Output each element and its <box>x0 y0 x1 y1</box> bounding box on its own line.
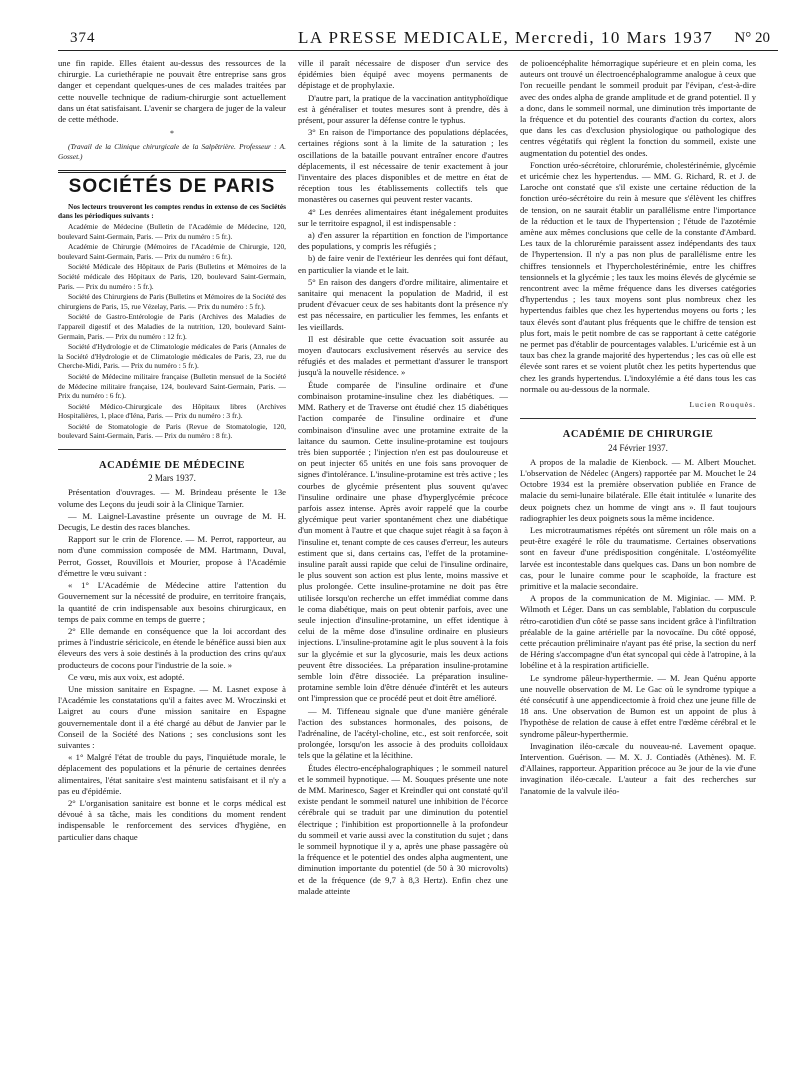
header-rule <box>58 50 778 51</box>
paragraph: Invagination iléo-cæcale du nouveau-né. Lavement opaque. Intervention. Guérison. — M. X. J. Contiadès (Athènes). M. F. d'Allaines, rapporteur. Apparition précoce au 3e jour de la vie d'une invagination iléo-cæcale. L'auteur a fait des recherches sur l'anatomie de la valvule iléo- <box>520 740 756 796</box>
paragraph: de polioencéphalite hémorragique supérieure et en plein coma, les auteurs ont trouvé un électroencéphalogramme analogue à ceux que l'on recueille pendant le sommeil produit par l'évipan, c'est-à-dire avec des ondes alpha de grande amplitude et de grand potentiel. Il y a donc, dans le sommeil normal, une diminution très importante de la fréquence et du potentiel des courants d'action du cortex, alors que dans les cas d'exclusion physiologique ou pathologique des centres végétatifs qui règlent la fonction du sommeil, existe une augmentation du potentiel des ondes. <box>520 58 756 158</box>
society-entry: Société Médico-Chirurgicale des Hôpitaux libres (Archives Hospitalières, 1, place d'Iéna, Paris. — Prix du numéro : 3 fr.). <box>58 401 286 421</box>
column-1 <box>58 58 286 1074</box>
paragraph: « 1° L'Académie de Médecine attire l'attention du Gouvernement sur la nécessité de produire, en territoire français, la quantité de crin indispensable aux besoins chirurgicaux, en temps de paix comme en temps de guerre ; <box>58 580 286 624</box>
paragraph: Les microtraumatismes répétés ont sûrement un rôle mais on a peut-être exagéré le rôle du traumatisme. Certaines observations sont en faveur d'une prédisposition congénitale. L'ostéomyélite larvée est incontestable dans quelques cas. Dans un bon nombre de cas, pour le lunaire comme pour le scaphoïde, la fracture est primitive et la malacie secondaire. <box>520 524 756 591</box>
paragraph: « 1° Malgré l'état de trouble du pays, l'inquiétude morale, le déplacement des populations et la pénurie de certaines denrées alimentaires, l'état sanitaire s'est maintenu satisfaisant et il n'y a pas eu d'épidémie. <box>58 752 286 796</box>
paragraph: Présentation d'ouvrages. — M. Brindeau présente le 13e volume des Leçons du jeudi soir à la Clinique Tarnier. <box>58 487 286 509</box>
paragraph: b) de faire venir de l'extérieur les denrées qui font défaut, en particulier la viande et le lait. <box>298 253 508 275</box>
paragraph: Le syndrome pâleur-hyperthermie. — M. Jean Quénu apporte une nouvelle observation de M. Le Gac où le syndrome typique a été consécutif à une appendicectomie à froid chez une jeune fille de 18 ans. Une observation de Bumon est un appoint de plus à l'hypothèse de relation de cause à effet entre l'œdème cérébral et le syndrome pâleur-hyperthermie. <box>520 672 756 739</box>
society-entry: Société de Médecine militaire française (Bulletin mensuel de la Société de Médecine militaire française, 124, boulevard Saint-Germain, Paris. — Prix du numéro : 6 fr.). <box>58 371 286 401</box>
paragraph: 5° En raison des dangers d'ordre militaire, alimentaire et sanitaire qui menacent la population de Madrid, il est prudent d'évacuer ceux de ses habitants dont la présence n'y est pas nécessaire, en particulier les femmes, les enfants et les vieillards. <box>298 276 508 332</box>
paragraph: ville il paraît nécessaire de disposer d'un service des épidémies bien équipé avec moyens permanents de dépistage et de prophylaxie. <box>298 58 508 91</box>
society-heading: ACADÉMIE DE CHIRURGIE <box>562 429 714 441</box>
session-date: 24 Février 1937. <box>608 442 668 453</box>
article-credit: (Travail de la Clinique chirurgicale de la Salpêtrière. Professeur : A. Gosset.) <box>58 142 286 162</box>
society-heading: ACADÉMIE DE MÉDECINE <box>99 460 245 472</box>
society-entry: Société des Chirurgiens de Paris (Bulletins et Mémoires de la Société des chirurgiens de Paris, 15, rue Vézelay, Paris. — Prix du numéro : 5 fr.). <box>58 292 286 311</box>
column-3 <box>520 58 756 1074</box>
paragraph: A propos de la maladie de Kienbock. — M. Albert Mouchet. L'observation de Nédelec (Angers) rapportée par M. Mouchet le 24 Octobre 1934 est la première observation publiée en France de malacie du semi-lunaire bilatérale. Elle était intitulée « lunarite des deux poignets chez un homme de vingt ans ». Il faut toujours radiographier les deux poignets sous la même incidence. <box>520 456 756 523</box>
paragraph: 2° Elle demande en conséquence que la loi accordant des primes à l'industrie séricicole, en étende le bénéfice aussi bien aux éleveurs des vers à soie destinés à la production des crins qu'aux producteurs de cocons pour l'industrie de la soie. » <box>58 625 286 670</box>
paragraph: 4° Les denrées alimentaires étant inégalement produites sur le territoire espagnol, il est indispensable : <box>298 206 508 228</box>
society-entry: Société de Stomatologie de Paris (Revue de Stomatologie, 120, boulevard Saint-Germain, Paris. — Prix du numéro : 8 fr.). <box>58 421 286 441</box>
society-entry: Académie de Médecine (Bulletin de l'Académie de Médecine, 120, boulevard Saint-Germain, Paris. — Prix du numéro : 5 fr.). <box>58 222 286 241</box>
section-divider <box>58 170 286 173</box>
paragraph: Études électro-encéphalographiques ; le sommeil naturel et le sommeil hypnotique. — M. Souques présente une note de MM. Marinesco, Sager et Kreindler qui ont constaté qu'il existe pendant le sommeil naturel une inhibition de l'écorce cérébrale qui se traduit par une diminution du potentiel électrique ; l'inhibition est proportionnelle à la profondeur du sommeil et varie aussi avec la constitution du sujet ; dans le sommeil hypnotique il y a, après une phase passagère où la fréquence et le potentiel des ondes alpha augmentent, une diminution importante du potentiel (de 50 à 30 microvolts) et de la fréquence (de 9,7 à 8,3 Hertz). Enfin chez une malade atteinte <box>298 762 508 896</box>
paragraph: — M. Laignel-Lavastine présente un ouvrage de M. H. Decugis, Le destin des races blanches. <box>58 510 286 533</box>
paragraph: Fonction uréo-sécrétoire, chlorurémie, cholestérinémie, glycémie et uricémie chez les hypertendus. — MM. G. Richard, R. et J. de Laroche ont constaté que s'il existe une certaine réduction de la fonction uréo-sécrétoire du rein à mesure que s'élèvent les chiffres de tension, on ne saurait établir un parallélisme entre l'importance de la réduction et le taux de l'hypertension ; l'étude de l'azotémie amène aux mêmes conclusions que celle de la constante d'Ambard. Les taux de la chlorurémie paraissent assez indépendants des taux de l'hypertension. Il n'y a pas non plus de parallélisme entre les chiffres tensionnels et l'hypercholestérinémie, entre les chiffres tensionnels et la glycémie ; les taux les moins élevés de glycémie se rencontrent avec la même fréquence dans les diverses catégories d'hypertendus ; les taux moyens sont plus nombreux chez les hypertendus faibles que chez les hypertendus moyens ou forts ; les taux élevés sont d'autant plus fréquents que le chiffre de tension est plus fort, mais le petit nombre de cas se rapportant à cette catégorie ne permet pas d'établir de pourcentages valables. L'uricémie est à un taux bas chez la grande majorité des hypertendus ; les cas où elle est élevée sont rares et se voient plutôt chez les petits hypertendus que chez les grands hypertendus. L'indoxylémie a été dans tous les cas normale ou au-dessous de la normale. <box>520 159 756 394</box>
section-divider <box>58 449 286 450</box>
paragraph: Il est désirable que cette évacuation soit assurée au moyen d'autocars exclusivement réservés au service des réfugiés et des malades et permettant d'assurer le transport jusqu'à la nouvelle résidence. » <box>298 333 508 378</box>
society-entry: Société de Gastro-Entérologie de Paris (Archives des Maladies de l'appareil digestif et des Maladies de la nutrition, 120, boulevard Saint-Germain, Paris. — Prix du numéro : 12 fr.). <box>58 312 286 341</box>
session-date: 2 Mars 1937. <box>148 473 196 484</box>
separator-star: * <box>170 129 174 139</box>
paragraph: a) d'en assurer la répartition en fonction de l'importance des populations, y compris les réfugiés ; <box>298 230 508 252</box>
society-entry: Académie de Chirurgie (Mémoires de l'Académie de Chirurgie, 120, boulevard Saint-Germain, Paris. — Prix du numéro : 6 fr.). <box>58 242 286 261</box>
paragraph: A propos de la communication de M. Miginiac. — MM. P. Wilmoth et Léger. Dans un cas semblable, l'ablation du corpuscule rétro-carotidien d'un côté se passe sans incident grâce à l'infiltration préalable de la gaine artérielle par la novocaïne. Du côté opposé, cette précaution préliminaire n'ayant pas été prise, la section du nerf de Héring s'accompagne d'un état syncopal qui cède à l'atropine, à la lobéline et à la respiration artificielle. <box>520 593 756 671</box>
paragraph: 3° En raison de l'importance des populations déplacées, certaines régions sont à la limite de la saturation ; les oscillations de la bataille pouvant entraîner encore d'autres déplacements, il est nécessaire de tenir exactement à jour l'inventaire des places disponibles et de mettre en état de réception tous les établissements collectifs tels que monastères ou casernes qui peuvent rester vacants. <box>298 127 508 205</box>
society-entry: Société Médicale des Hôpitaux de Paris (Bulletins et Mémoires de la Société médicale des Hôpitaux de Paris, 120, boulevard Saint-Germain, Paris. — Prix du numéro : 5 fr.). <box>58 262 286 291</box>
issue-number: N° 20 <box>734 30 770 46</box>
page-number: 374 <box>70 30 96 46</box>
paragraph: D'autre part, la pratique de la vaccination antityphoïdique est à généraliser et toutes mesures sont à prendre, dès à présent, pour assurer la défense contre le typhus. <box>298 92 508 126</box>
paragraph: — M. Tiffeneau signale que d'une manière générale l'action des substances hormonales, des poisons, de l'adrénaline, de l'acétyl-choline, etc., est soit renforcée, soit prolongée, lorsqu'on les associe à des produits colloïdaux tels que la gélatine et la lécithine. <box>298 705 508 761</box>
paragraph: Rapport sur le crin de Florence. — M. Perrot, rapporteur, au nom d'une commission composée de MM. Hartmann, Duval, Perrot, Gosset, Rouvillois et Mourier, propose à l'Académie d'émettre le vœu suivant : <box>58 534 286 578</box>
article-end: une fin rapide. Elles étaient au-dessus des ressources de la chirurgie. La curiethérapie ne pouvait être entreprise sans gros danger et cependant quelques-unes de ces malades traitées par cette nouvelle technique de radium-chirurgie sont actuellement dans un état satisfaisant. L'avenir se chargera de juger de la valeur de cette méthode. <box>58 58 286 125</box>
author-signature: Lucien Rouquès. <box>689 400 756 410</box>
paragraph: Une mission sanitaire en Espagne. — M. Lasnet expose à l'Académie les constatations qu'il a faites avec M. Wroczinski et Laigret au cours d'une mission sanitaire en Espagne gouvernementale dont il a été chargé au début de Janvier par le Conseil de la Société des Nations ; ses conclusions sont les suivantes : <box>58 683 286 750</box>
society-entry: Société d'Hydrologie et de Climatologie médicales de Paris (Annales de la Société d'Hydrologie et de Climatologie médicales de Paris, 23, rue du Cherche-Midi, Paris. — Prix du numéro : 5 fr.). <box>58 342 286 371</box>
paragraph: 2° L'organisation sanitaire est bonne et le corps médical est dévoué à sa tâche, mais les conditions du moment rendent indispensable le renforcement des services d'hygiène, en particulier dans chaque <box>58 797 286 842</box>
paragraph: Étude comparée de l'insuline ordinaire et d'une combinaison protamine-insuline chez les diabétiques. — MM. Rathery et de Traverse ont étudié chez 15 diabétiques l'action comparée de l'insuline ordinaire et d'une combinaison d'insuline avec une protamine extraite de la laitance du saumon. Cette insuline-protamine est toujours très bien supportée ; l'injection n'en est pas douloureuse et on peut injecter 65 unités en une fois sans provoquer de signes d'intolérance. L'insuline-protamine est très active ; les courbes de glycémie présentent plus souvent qu'avec l'insuline ordinaire une phase d'hyperglycémie précoce parfois assez intense. Après avoir rappelé que la courbe glycémique peut varier spontanément chez une diabétique d'un moment à l'autre et que chaque sujet réagit à sa façon à l'insuline et, tenant compte de ces causes d'erreur, les auteurs estiment que si, dans certains cas, l'effet de la protamine-insuline paraît aussi rapide que celui de l'insuline ordinaire, le plus souvent son action est plus lente, moins massive et plus prolongée. Cette insuline-protamine ne doit pas être utilisée lorsqu'on recherche un effet immédiat comme dans le coma diabétique, mais on peut obtenir parfois, avec une seule injection d'insuline-protamine, un effet identique à celui de la même dose d'insuline ordinaire en plusieurs injections. L'insuline-protamine agit le plus souvent à la fois sur la glycémie et sur la glycosurie, mais les deux actions peuvent être dissociées. La préparation insuline-protamine semble loin d'être dissociée. La préparation insuline-protamine semble loin d'être dénuée d'intérêt et les auteurs ont l'impression que ce procédé peut et doit être amélioré. <box>298 379 508 704</box>
journal-title: LA PRESSE MEDICALE, Mercredi, 10 Mars 1937 <box>298 28 714 47</box>
page-header <box>58 0 778 52</box>
column-2 <box>298 58 508 1074</box>
section-title: SOCIÉTÉS DE PARIS <box>68 175 276 197</box>
section-divider <box>520 418 756 419</box>
periodicals-notice: Nos lecteurs trouveront les comptes rendus in extenso de ces Sociétés dans les périodiques suivants : <box>58 201 286 221</box>
paragraph: Ce vœu, mis aux voix, est adopté. <box>68 671 185 682</box>
